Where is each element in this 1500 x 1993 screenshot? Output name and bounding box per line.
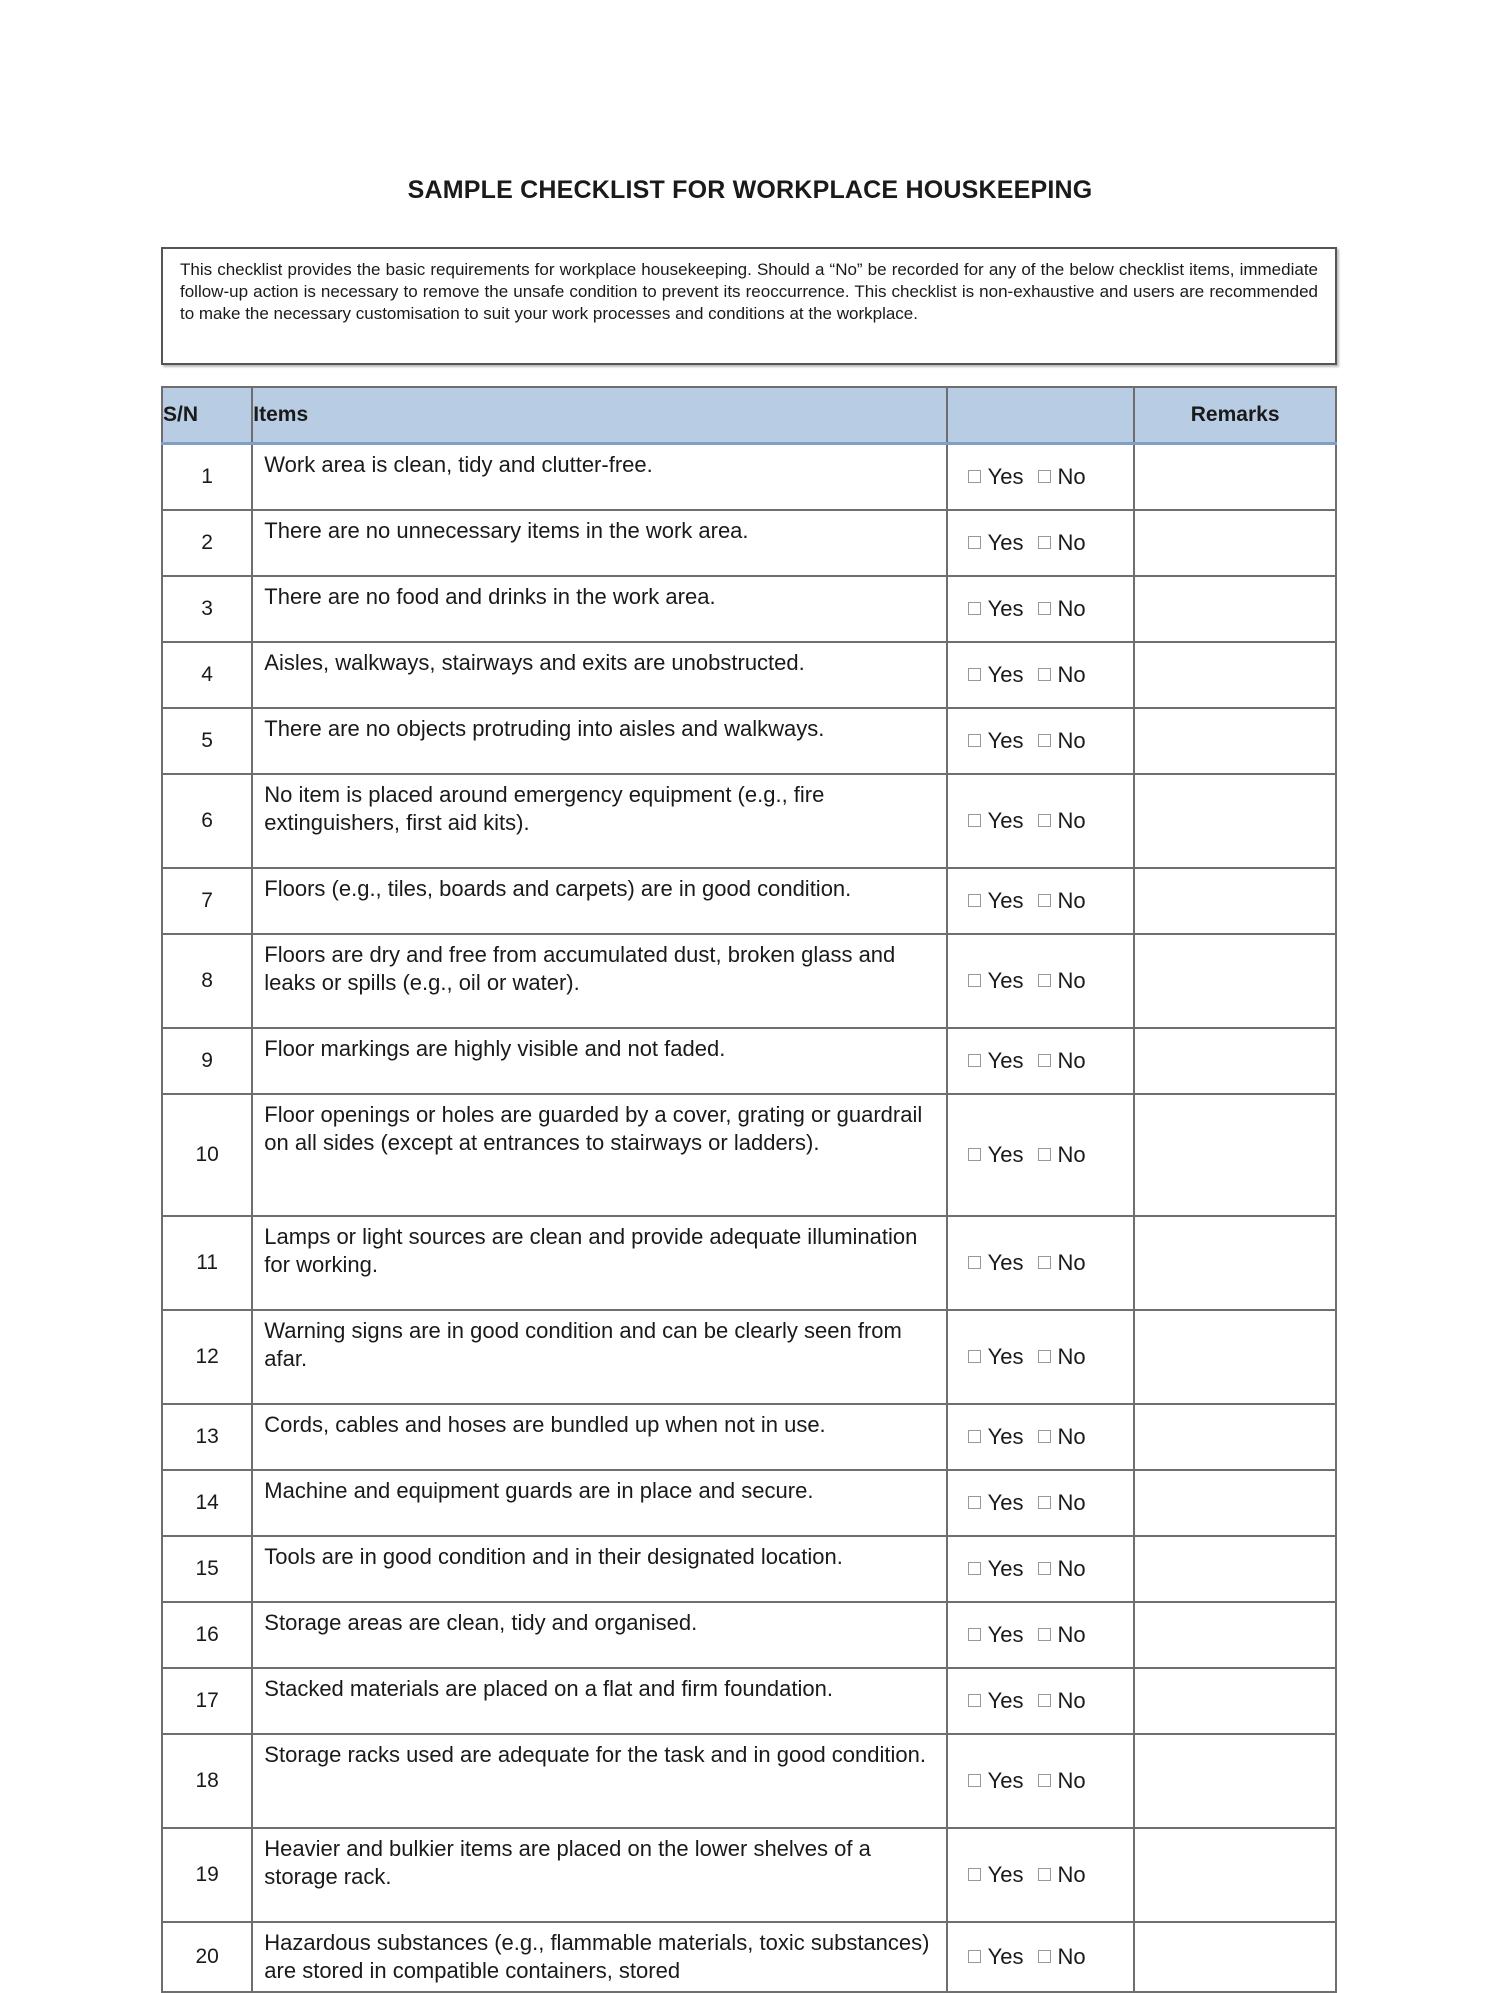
row-item-text: Storage racks used are adequate for the task and in good condition. — [252, 1734, 946, 1828]
yes-checkbox[interactable] — [968, 1628, 981, 1641]
row-serial-number: 4 — [162, 642, 252, 708]
yes-checkbox[interactable] — [968, 1430, 981, 1443]
table-row — [162, 444, 1336, 511]
row-item-text: Hazardous substances (e.g., flammable materials, toxic substances) are stored in compatible containers, stored — [252, 1922, 946, 1992]
no-checkbox[interactable] — [1038, 668, 1051, 681]
row-item-text: There are no food and drinks in the work area. — [252, 576, 946, 642]
row-yes-no-options — [947, 708, 1135, 774]
row-item-text: There are no unnecessary items in the work area. — [252, 510, 946, 576]
yes-label: Yes — [987, 808, 1024, 833]
row-remarks-cell[interactable] — [1134, 1536, 1336, 1602]
row-remarks-cell[interactable] — [1134, 1028, 1336, 1094]
row-item-text: Heavier and bulkier items are placed on the lower shelves of a storage rack. — [252, 1828, 946, 1922]
no-label: No — [1057, 888, 1086, 913]
no-label: No — [1057, 1048, 1086, 1073]
table-row — [162, 1922, 1336, 1992]
no-label: No — [1057, 728, 1086, 753]
no-label: No — [1057, 1142, 1086, 1167]
row-item-text: Floors (e.g., tiles, boards and carpets) are in good condition. — [252, 868, 946, 934]
no-checkbox[interactable] — [1038, 894, 1051, 907]
yes-label: Yes — [987, 1250, 1024, 1275]
yes-checkbox[interactable] — [968, 668, 981, 681]
yes-checkbox[interactable] — [968, 1256, 981, 1269]
row-serial-number: 1 — [162, 444, 252, 511]
no-label: No — [1057, 1768, 1086, 1793]
no-checkbox[interactable] — [1038, 1256, 1051, 1269]
row-serial-number: 5 — [162, 708, 252, 774]
row-yes-no-options — [947, 642, 1135, 708]
table-row — [162, 1668, 1336, 1734]
row-remarks-cell[interactable] — [1134, 934, 1336, 1028]
row-yes-no-options — [947, 774, 1135, 868]
row-remarks-cell[interactable] — [1134, 444, 1336, 511]
table-row — [162, 934, 1336, 1028]
row-remarks-cell[interactable] — [1134, 1602, 1336, 1668]
row-item-text: Tools are in good condition and in their designated location. — [252, 1536, 946, 1602]
yes-label: Yes — [987, 1622, 1024, 1647]
yes-label: Yes — [987, 1048, 1024, 1073]
row-remarks-cell[interactable] — [1134, 1404, 1336, 1470]
table-row — [162, 1404, 1336, 1470]
row-serial-number: 16 — [162, 1602, 252, 1668]
no-checkbox[interactable] — [1038, 1774, 1051, 1787]
row-yes-no-options — [947, 510, 1135, 576]
no-label: No — [1057, 530, 1086, 555]
yes-checkbox[interactable] — [968, 1562, 981, 1575]
row-remarks-cell[interactable] — [1134, 1922, 1336, 1992]
yes-checkbox[interactable] — [968, 814, 981, 827]
yes-label: Yes — [987, 1688, 1024, 1713]
table-row — [162, 868, 1336, 934]
yes-checkbox[interactable] — [968, 1868, 981, 1881]
row-serial-number: 20 — [162, 1922, 252, 1992]
no-checkbox[interactable] — [1038, 1868, 1051, 1881]
row-remarks-cell[interactable] — [1134, 1470, 1336, 1536]
row-remarks-cell[interactable] — [1134, 510, 1336, 576]
table-row — [162, 1094, 1336, 1216]
row-serial-number: 18 — [162, 1734, 252, 1828]
no-checkbox[interactable] — [1038, 470, 1051, 483]
no-checkbox[interactable] — [1038, 1350, 1051, 1363]
table-row — [162, 1216, 1336, 1310]
yes-checkbox[interactable] — [968, 894, 981, 907]
table-row — [162, 1310, 1336, 1404]
table-row — [162, 1734, 1336, 1828]
yes-label: Yes — [987, 1490, 1024, 1515]
row-item-text: Lamps or light sources are clean and provide adequate illumination for working. — [252, 1216, 946, 1310]
yes-label: Yes — [987, 662, 1024, 687]
table-row — [162, 642, 1336, 708]
row-item-text: Storage areas are clean, tidy and organised. — [252, 1602, 946, 1668]
header-check — [947, 387, 1135, 444]
row-remarks-cell[interactable] — [1134, 708, 1336, 774]
row-remarks-cell[interactable] — [1134, 1668, 1336, 1734]
yes-checkbox[interactable] — [968, 1148, 981, 1161]
row-remarks-cell[interactable] — [1134, 1310, 1336, 1404]
row-remarks-cell[interactable] — [1134, 642, 1336, 708]
yes-checkbox[interactable] — [968, 1694, 981, 1707]
row-yes-no-options — [947, 1310, 1135, 1404]
table-row — [162, 1828, 1336, 1922]
row-item-text: There are no objects protruding into aisles and walkways. — [252, 708, 946, 774]
row-yes-no-options — [947, 934, 1135, 1028]
yes-label: Yes — [987, 1142, 1024, 1167]
no-label: No — [1057, 1250, 1086, 1275]
row-yes-no-options — [947, 1536, 1135, 1602]
row-serial-number: 2 — [162, 510, 252, 576]
no-checkbox[interactable] — [1038, 734, 1051, 747]
yes-checkbox[interactable] — [968, 602, 981, 615]
row-serial-number: 17 — [162, 1668, 252, 1734]
yes-checkbox[interactable] — [968, 1054, 981, 1067]
table-row — [162, 1602, 1336, 1668]
row-remarks-cell[interactable] — [1134, 1828, 1336, 1922]
no-checkbox[interactable] — [1038, 1562, 1051, 1575]
row-item-text: Warning signs are in good condition and can be clearly seen from afar. — [252, 1310, 946, 1404]
yes-label: Yes — [987, 464, 1024, 489]
no-checkbox[interactable] — [1038, 1054, 1051, 1067]
yes-label: Yes — [987, 530, 1024, 555]
row-serial-number: 10 — [162, 1094, 252, 1216]
row-remarks-cell[interactable] — [1134, 576, 1336, 642]
row-remarks-cell[interactable] — [1134, 1094, 1336, 1216]
row-yes-no-options — [947, 1028, 1135, 1094]
no-label: No — [1057, 1862, 1086, 1887]
no-checkbox[interactable] — [1038, 1148, 1051, 1161]
table-row — [162, 1536, 1336, 1602]
row-yes-no-options — [947, 1668, 1135, 1734]
no-checkbox[interactable] — [1038, 602, 1051, 615]
no-label: No — [1057, 596, 1086, 621]
table-row — [162, 510, 1336, 576]
row-item-text: No item is placed around emergency equipment (e.g., fire extinguishers, first aid kits). — [252, 774, 946, 868]
table-row — [162, 708, 1336, 774]
row-yes-no-options — [947, 1404, 1135, 1470]
yes-label: Yes — [987, 968, 1024, 993]
row-yes-no-options — [947, 1922, 1135, 1992]
row-serial-number: 19 — [162, 1828, 252, 1922]
yes-checkbox[interactable] — [968, 536, 981, 549]
row-yes-no-options — [947, 1470, 1135, 1536]
yes-label: Yes — [987, 1344, 1024, 1369]
row-item-text: Cords, cables and hoses are bundled up when not in use. — [252, 1404, 946, 1470]
header-sn: S/N — [162, 387, 252, 444]
row-yes-no-options — [947, 576, 1135, 642]
no-label: No — [1057, 1622, 1086, 1647]
row-serial-number: 9 — [162, 1028, 252, 1094]
yes-label: Yes — [987, 888, 1024, 913]
no-label: No — [1057, 1490, 1086, 1515]
row-serial-number: 8 — [162, 934, 252, 1028]
no-label: No — [1057, 1344, 1086, 1369]
no-label: No — [1057, 662, 1086, 687]
row-item-text: Machine and equipment guards are in place and secure. — [252, 1470, 946, 1536]
checklist-table — [161, 386, 1337, 1993]
yes-checkbox[interactable] — [968, 1350, 981, 1363]
row-item-text: Stacked materials are placed on a flat and firm foundation. — [252, 1668, 946, 1734]
table-header-row — [162, 387, 1336, 444]
yes-checkbox[interactable] — [968, 734, 981, 747]
no-label: No — [1057, 1556, 1086, 1581]
no-checkbox[interactable] — [1038, 1628, 1051, 1641]
row-serial-number: 13 — [162, 1404, 252, 1470]
no-label: No — [1057, 1944, 1086, 1969]
no-checkbox[interactable] — [1038, 1694, 1051, 1707]
row-yes-no-options — [947, 1216, 1135, 1310]
yes-label: Yes — [987, 1424, 1024, 1449]
no-label: No — [1057, 1688, 1086, 1713]
row-item-text: Floor markings are highly visible and not faded. — [252, 1028, 946, 1094]
row-serial-number: 15 — [162, 1536, 252, 1602]
yes-checkbox[interactable] — [968, 1950, 981, 1963]
table-row — [162, 1470, 1336, 1536]
yes-label: Yes — [987, 596, 1024, 621]
row-item-text: Floor openings or holes are guarded by a cover, grating or guardrail on all sides (except at entrances to stairways or ladders). — [252, 1094, 946, 1216]
yes-label: Yes — [987, 1768, 1024, 1793]
row-serial-number: 7 — [162, 868, 252, 934]
row-item-text: Floors are dry and free from accumulated dust, broken glass and leaks or spills (e.g., oil or water). — [252, 934, 946, 1028]
row-yes-no-options — [947, 1602, 1135, 1668]
row-yes-no-options — [947, 1828, 1135, 1922]
header-remarks: Remarks — [1134, 387, 1336, 444]
row-remarks-cell[interactable] — [1134, 1734, 1336, 1828]
row-remarks-cell[interactable] — [1134, 868, 1336, 934]
row-item-text: Aisles, walkways, stairways and exits are unobstructed. — [252, 642, 946, 708]
no-label: No — [1057, 464, 1086, 489]
table-row — [162, 1028, 1336, 1094]
row-yes-no-options — [947, 868, 1135, 934]
row-remarks-cell[interactable] — [1134, 774, 1336, 868]
yes-checkbox[interactable] — [968, 974, 981, 987]
no-checkbox[interactable] — [1038, 974, 1051, 987]
row-yes-no-options — [947, 1094, 1135, 1216]
no-label: No — [1057, 808, 1086, 833]
yes-label: Yes — [987, 1862, 1024, 1887]
yes-label: Yes — [987, 1944, 1024, 1969]
no-checkbox[interactable] — [1038, 536, 1051, 549]
yes-label: Yes — [987, 728, 1024, 753]
row-serial-number: 3 — [162, 576, 252, 642]
yes-checkbox[interactable] — [968, 470, 981, 483]
table-row — [162, 576, 1336, 642]
row-serial-number: 12 — [162, 1310, 252, 1404]
header-items: Items — [252, 387, 946, 444]
yes-checkbox[interactable] — [968, 1774, 981, 1787]
row-remarks-cell[interactable] — [1134, 1216, 1336, 1310]
no-checkbox[interactable] — [1038, 1430, 1051, 1443]
row-serial-number: 6 — [162, 774, 252, 868]
row-yes-no-options — [947, 444, 1135, 511]
no-label: No — [1057, 968, 1086, 993]
row-serial-number: 11 — [162, 1216, 252, 1310]
no-checkbox[interactable] — [1038, 814, 1051, 827]
no-checkbox[interactable] — [1038, 1496, 1051, 1509]
no-checkbox[interactable] — [1038, 1950, 1051, 1963]
row-item-text: Work area is clean, tidy and clutter-free. — [252, 444, 946, 511]
intro-text-box: This checklist provides the basic requirements for workplace housekeeping. Should a “No” be recorded for any of the below checklist items, immediate follow-up action is necessary to remove the unsafe condition to prevent its reoccurrence. This checklist is non-exhaustive and users are recommended to make the necessary customisation to suit your work processes and conditions at the workplace. — [161, 247, 1337, 365]
no-label: No — [1057, 1424, 1086, 1449]
row-serial-number: 14 — [162, 1470, 252, 1536]
yes-label: Yes — [987, 1556, 1024, 1581]
yes-checkbox[interactable] — [968, 1496, 981, 1509]
document-title: SAMPLE CHECKLIST FOR WORKPLACE HOUSKEEPING — [407, 176, 1093, 204]
table-row — [162, 774, 1336, 868]
row-yes-no-options — [947, 1734, 1135, 1828]
